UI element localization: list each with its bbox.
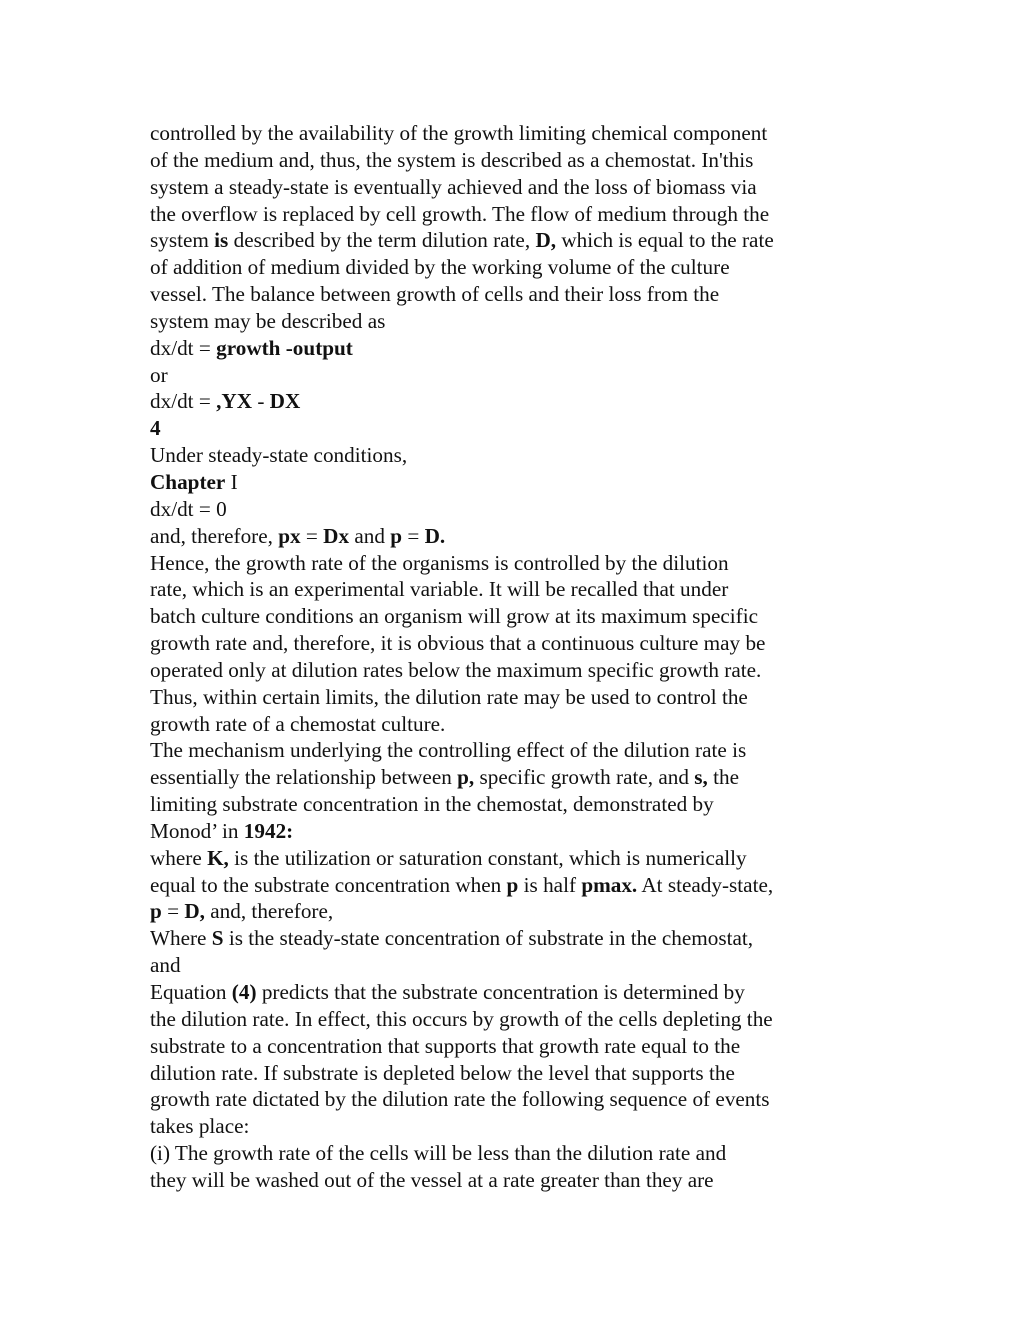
text-run: or bbox=[150, 362, 168, 387]
bold-text: 4 bbox=[150, 416, 161, 441]
bold-text: pmax. bbox=[581, 872, 638, 897]
text-line bbox=[150, 254, 870, 281]
text-run: substrate to a concentration that supports that growth rate equal to the bbox=[150, 1033, 741, 1058]
text-line bbox=[150, 979, 870, 1006]
text-line bbox=[150, 818, 870, 845]
text-run: growth rate of a chemostat culture. bbox=[150, 711, 446, 736]
text-line bbox=[150, 1113, 870, 1140]
text-run: Equation bbox=[150, 980, 232, 1004]
text-line bbox=[150, 388, 870, 415]
text-run: At steady-state, bbox=[637, 872, 774, 897]
text-run: = bbox=[402, 523, 425, 548]
text-line bbox=[150, 201, 870, 228]
text-run: and, therefore, bbox=[204, 899, 334, 924]
text-run: and bbox=[349, 523, 391, 548]
text-run: dx/dt = bbox=[150, 335, 217, 360]
bold-text: S bbox=[211, 926, 224, 951]
text-run: they will be washed out of the vessel at a rate greater than they are bbox=[150, 1167, 714, 1192]
text-line bbox=[150, 362, 870, 389]
text-line bbox=[150, 898, 870, 925]
text-run: = bbox=[161, 899, 185, 924]
text-line bbox=[150, 308, 870, 335]
text-run: Monod’ in bbox=[150, 818, 244, 843]
bold-text: ,YX bbox=[216, 389, 253, 414]
bold-text: p, bbox=[457, 765, 475, 790]
text-line bbox=[150, 415, 870, 442]
text-line bbox=[150, 120, 870, 147]
text-run: essentially the relationship between bbox=[150, 765, 458, 790]
bold-text: K, bbox=[207, 845, 229, 870]
text-line bbox=[150, 576, 870, 603]
text-line bbox=[150, 952, 870, 979]
text-line bbox=[150, 469, 870, 496]
text-line bbox=[150, 281, 870, 308]
bold-text: 1942: bbox=[243, 818, 294, 843]
text-run: Hence, the growth rate of the organisms is controlled by the dilution bbox=[150, 550, 729, 575]
text-run: and, therefore, bbox=[150, 523, 279, 548]
text-line bbox=[150, 845, 870, 872]
bold-text: p bbox=[390, 523, 403, 548]
text-run: which is equal to the rate bbox=[556, 228, 774, 253]
text-line bbox=[150, 684, 870, 711]
text-run: The mechanism underlying the controlling effect of the dilution rate is bbox=[150, 738, 747, 763]
text-run: growth rate dictated by the dilution rate the following sequence of events bbox=[150, 1087, 770, 1112]
text-run: specific growth rate, and bbox=[474, 765, 695, 790]
text-run: operated only at dilution rates below the maximum specific growth rate. bbox=[150, 657, 762, 682]
text-line bbox=[150, 1060, 870, 1087]
text-line bbox=[150, 1086, 870, 1113]
bold-text: p bbox=[150, 899, 162, 924]
text-run: system may be described as bbox=[150, 308, 386, 333]
text-run: and bbox=[150, 953, 181, 978]
text-run: the overflow is replaced by cell growth. The flow of medium through the bbox=[150, 201, 770, 226]
bold-text: is bbox=[214, 228, 229, 253]
text-line bbox=[150, 925, 870, 952]
text-run: limiting substrate concentration in the chemostat, demonstrated by bbox=[150, 792, 714, 817]
text-run: = bbox=[300, 523, 324, 548]
text-line bbox=[150, 1167, 870, 1194]
text-line bbox=[150, 603, 870, 630]
bold-text: Chapter bbox=[150, 469, 226, 494]
text-run: the bbox=[707, 765, 739, 790]
text-run: is the steady-state concentration of substrate in the chemostat, bbox=[223, 926, 754, 951]
text-line bbox=[150, 764, 870, 791]
text-line bbox=[150, 335, 870, 362]
bold-text: DX bbox=[269, 389, 301, 414]
text-run: rate, which is an experimental variable. It will be recalled that under bbox=[150, 577, 729, 602]
text-run: vessel. The balance between growth of cells and their loss from the bbox=[150, 282, 720, 307]
text-run: Under steady-state conditions, bbox=[150, 443, 408, 468]
text-line bbox=[150, 442, 870, 469]
text-run: of the medium and, thus, the system is described as a chemostat. In'this bbox=[150, 147, 754, 172]
text-run: of addition of medium divided by the working volume of the culture bbox=[150, 255, 730, 280]
bold-text: D. bbox=[424, 523, 446, 548]
text-line bbox=[150, 550, 870, 577]
text-run: Thus, within certain limits, the dilution rate may be used to control the bbox=[150, 684, 748, 709]
text-run: controlled by the availability of the growth limiting chemical component bbox=[150, 121, 768, 145]
text-run: growth rate and, therefore, it is obvious that a continuous culture may be bbox=[150, 631, 766, 656]
bold-text: D, bbox=[184, 899, 205, 924]
bold-text: D, bbox=[535, 228, 557, 253]
text-run: batch culture conditions an organism will grow at its maximum specific bbox=[150, 604, 759, 629]
text-run: dx/dt = 0 bbox=[150, 496, 227, 521]
text-run: the dilution rate. In effect, this occurs by growth of the cells depleting the bbox=[150, 1006, 773, 1031]
text-line bbox=[150, 174, 870, 201]
bold-text: Dx bbox=[323, 523, 350, 548]
text-line bbox=[150, 523, 870, 550]
document-body bbox=[150, 120, 870, 1194]
text-run: takes place: bbox=[150, 1114, 250, 1139]
text-run: is half bbox=[518, 872, 582, 897]
text-run: I bbox=[225, 469, 238, 494]
bold-text: (4) bbox=[231, 980, 257, 1004]
text-run: where bbox=[150, 845, 208, 870]
text-run: (i) The growth rate of the cells will be less than the dilution rate and bbox=[150, 1141, 727, 1166]
text-line bbox=[150, 630, 870, 657]
bold-text: s, bbox=[694, 765, 708, 790]
text-run: described by the term dilution rate, bbox=[228, 228, 536, 253]
text-run: is the utilization or saturation constant, which is numerically bbox=[228, 845, 747, 870]
text-run: - bbox=[252, 389, 270, 414]
text-line bbox=[150, 657, 870, 684]
text-run: system bbox=[150, 228, 215, 253]
text-line bbox=[150, 791, 870, 818]
text-line bbox=[150, 872, 870, 899]
text-line bbox=[150, 711, 870, 738]
text-run: equal to the substrate concentration when bbox=[150, 872, 507, 897]
text-line bbox=[150, 737, 870, 764]
text-run: system a steady-state is eventually achieved and the loss of biomass via bbox=[150, 174, 757, 199]
text-line bbox=[150, 1006, 870, 1033]
bold-text: px bbox=[278, 523, 301, 548]
text-run: dilution rate. If substrate is depleted below the level that supports the bbox=[150, 1060, 735, 1085]
text-run: dx/dt = bbox=[150, 389, 217, 414]
text-line bbox=[150, 496, 870, 523]
text-line bbox=[150, 147, 870, 174]
text-run: Where bbox=[150, 926, 212, 951]
bold-text: growth -output bbox=[216, 335, 353, 360]
text-line bbox=[150, 1033, 870, 1060]
bold-text: p bbox=[506, 872, 519, 897]
text-line bbox=[150, 1140, 870, 1167]
text-run: predicts that the substrate concentration is determined by bbox=[256, 980, 745, 1004]
text-line bbox=[150, 227, 870, 254]
